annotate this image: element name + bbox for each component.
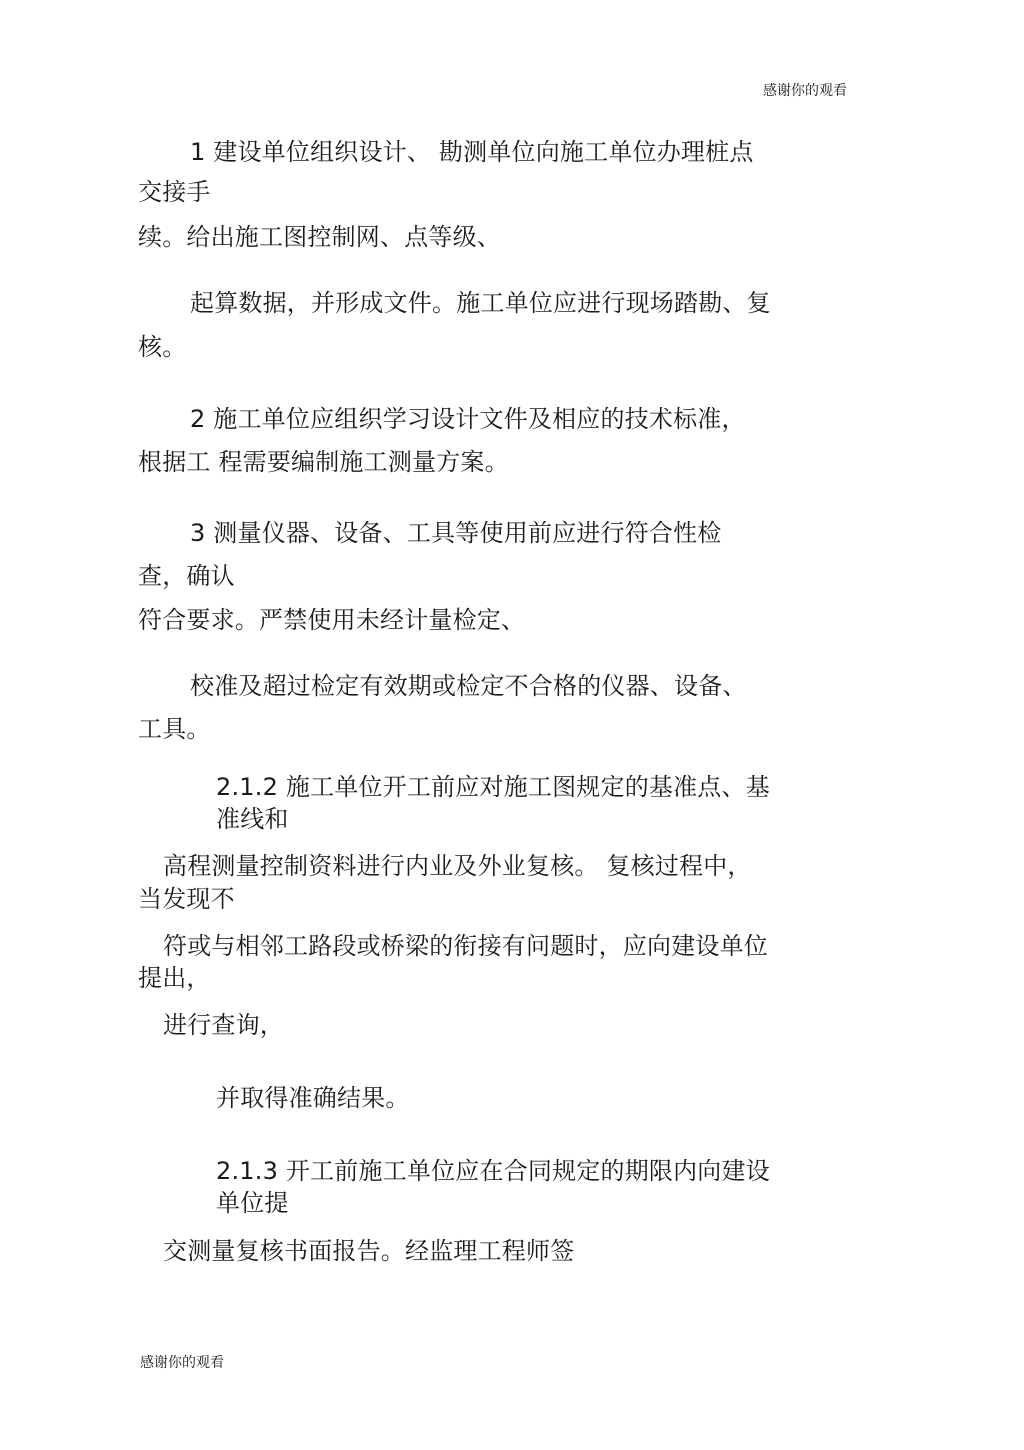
body-line: 进行查询， <box>163 1011 284 1039</box>
body-line: 交测量复核书面报告。经监理工程师签 <box>163 1237 575 1265</box>
body-line: 2.1.2 施工单位开工前应对施工图规定的基准点、基 <box>216 773 770 801</box>
body-line: 高程测量控制资料进行内业及外业复核。 复核过程中， <box>163 852 752 880</box>
body-line: 2 施工单位应组织学习设计文件及相应的技术标准， <box>190 405 746 433</box>
body-line: 单位提 <box>216 1189 289 1217</box>
body-line: 工具。 <box>138 715 211 743</box>
body-line: 提出， <box>138 964 211 992</box>
body-line: 查，确认 <box>138 562 235 590</box>
page-footer: 感谢你的观看 <box>140 1355 224 1371</box>
body-line: 交接手 <box>138 178 211 206</box>
body-line: 并取得准确结果。 <box>216 1084 410 1112</box>
body-line: 准线和 <box>216 805 289 833</box>
body-line: 1 建设单位组织设计、 勘测单位向施工单位办理桩点 <box>190 138 754 166</box>
body-line: 当发现不 <box>138 885 235 913</box>
body-line: 校准及超过检定有效期或检定不合格的仪器、设备、 <box>190 672 747 700</box>
body-line: 续。给出施工图控制网、点等级、 <box>138 223 501 251</box>
body-line: 2.1.3 开工前施工单位应在合同规定的期限内向建设 <box>216 1157 770 1185</box>
body-line: 起算数据，并形成文件。施工单位应进行现场踏勘、复 <box>190 289 771 317</box>
page-header: 感谢你的观看 <box>763 83 847 99</box>
body-line: 符合要求。严禁使用未经计量检定、 <box>138 606 526 634</box>
body-line: 根据工 程需要编制施工测量方案。 <box>138 448 509 476</box>
body-line: 3 测量仪器、设备、工具等使用前应进行符合性检 <box>190 519 722 547</box>
body-line: 核。 <box>138 333 187 361</box>
body-line: 符或与相邻工路段或桥梁的衔接有问题时，应向建设单位 <box>163 932 768 960</box>
